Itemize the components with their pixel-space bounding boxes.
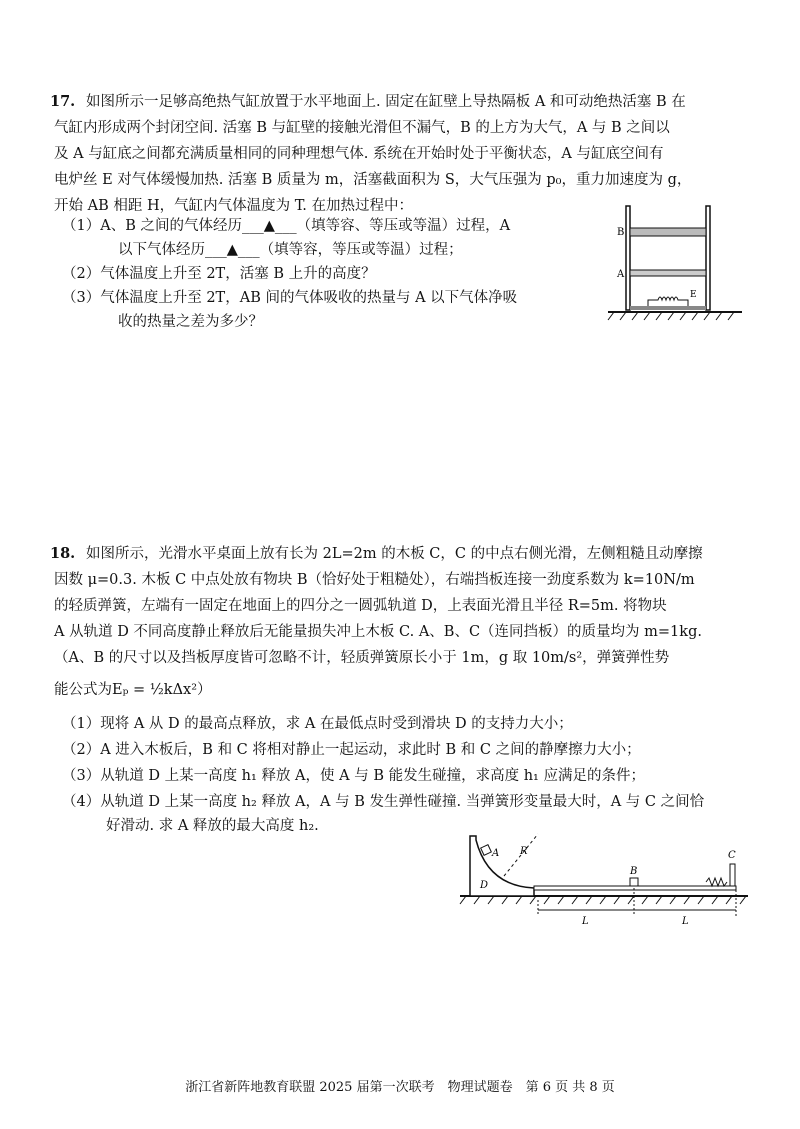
label-a: A	[492, 848, 500, 859]
q18-line-4: A 从轨道 D 不同高度静止释放后无能量损失冲上木板 C. A、B、C（连同挡板）的质量均为 m=1kg.	[54, 624, 702, 640]
q17-sub1-line1: （1）A、B 之间的气体经历___▲___（填等容、等压或等温）过程，A	[62, 218, 511, 234]
partition-a	[630, 270, 706, 276]
q18-formula: 能公式为Eₚ = ½kΔx²）	[54, 682, 212, 698]
q17-sub3-line1: （3）气体温度上升至 2T，AB 间的气体吸收的热量与 A 以下气体净吸	[62, 290, 518, 306]
board-stop	[730, 864, 735, 886]
ground-hatch	[460, 896, 746, 904]
spring	[706, 878, 727, 886]
page-footer: 浙江省新阵地教育联盟 2025 届第一次联考 物理试题卷 第 6 页 共 8 页	[185, 1080, 615, 1095]
q17-line-4: 电炉丝 E 对气体缓慢加热. 活塞 B 质量为 m，活塞截面积为 S，大气压强为 p₀，重力加速度为 g，	[54, 172, 692, 188]
q17-line-1: 如图所示一足够高绝热气缸放置于水平地面上. 固定在缸壁上导热隔板 A 和可动绝热活塞 B 在	[86, 94, 686, 110]
q18-sub2: （2）A 进入木板后，B 和 C 将相对静止一起运动，求此时 B 和 C 之间的静摩擦力大小；	[62, 742, 641, 758]
label-e: E	[690, 290, 697, 300]
cylinder-right-wall	[706, 206, 710, 310]
label-r: R	[520, 846, 528, 857]
q18-sub4-line1: （4）从轨道 D 上某一高度 h₂ 释放 A，A 与 B 发生弹性碰撞. 当弹簧形变量最大时，A 与 C 之间恰	[62, 794, 705, 810]
q18-sub1: （1）现将 A 从 D 的最高点释放，求 A 在最低点时受到滑块 D 的支持力大小；	[62, 716, 573, 732]
label-l1: L	[582, 916, 589, 927]
q17-line-3: 及 A 与缸底之间都充满质量相同的同种理想气体. 系统在开始时处于平衡状态，A 与缸底空间有	[54, 146, 664, 162]
cylinder-bottom	[630, 306, 706, 310]
q17-sub3-line2: 收的热量之差为多少？	[118, 314, 263, 330]
q18-sub3: （3）从轨道 D 上某一高度 h₁ 释放 A，使 A 与 B 能发生碰撞，求高度 h₁ 应满足的条件；	[62, 768, 645, 784]
q17-sub1-line2: 以下气体经历___▲___（填等容，等压或等温）过程；	[118, 242, 463, 258]
q18-line-5: （A、B 的尺寸以及挡板厚度皆可忽略不计，轻质弹簧原长小于 1m，g 取 10m/s²，弹簧弹性势	[54, 650, 670, 666]
label-l2: L	[682, 916, 689, 927]
piston-b	[630, 228, 706, 236]
label-b: B	[617, 227, 625, 238]
heater-coil-e	[648, 297, 688, 306]
q18-sub4-line2: 好滑动. 求 A 释放的最大高度 h₂.	[106, 818, 319, 834]
q18-line-3: 的轻质弹簧，左端有一固定在地面上的四分之一圆弧轨道 D，上表面光滑且半径 R=5m. 将物块	[54, 598, 667, 614]
label-c: C	[728, 850, 736, 861]
block-b	[630, 878, 638, 886]
q17-cylinder-figure	[600, 200, 750, 330]
cylinder-left-wall	[626, 206, 630, 310]
q18-number: 18.	[50, 545, 76, 562]
board-c	[534, 886, 736, 890]
q18-line-1: 如图所示，光滑水平桌面上放有长为 2L=2m 的木板 C，C 的中点右侧光滑，左侧粗糙且动摩擦	[86, 546, 703, 562]
q17-sub2: （2）气体温度上升至 2T，活塞 B 上升的高度？	[62, 266, 376, 282]
q18-line-2: 因数 μ=0.3. 木板 C 中点处放有物块 B（恰好处于粗糙处），右端挡板连接一劲度系数为 k=10N/m	[54, 572, 695, 588]
q17-line-2: 气缸内形成两个封闭空间. 活塞 B 与缸壁的接触光滑但不漏气，B 的上方为大气，A 与 B 之间以	[54, 120, 670, 136]
q18-track-figure	[458, 830, 758, 930]
q17-line-5: 开始 AB 相距 H，气缸内气体温度为 T. 在加热过程中：	[54, 198, 413, 214]
block-a	[481, 845, 492, 856]
label-a: A	[617, 269, 625, 280]
label-b: B	[630, 866, 638, 877]
q17-number: 17.	[50, 93, 76, 110]
ground-hatch	[608, 312, 734, 320]
label-d: D	[480, 880, 489, 891]
